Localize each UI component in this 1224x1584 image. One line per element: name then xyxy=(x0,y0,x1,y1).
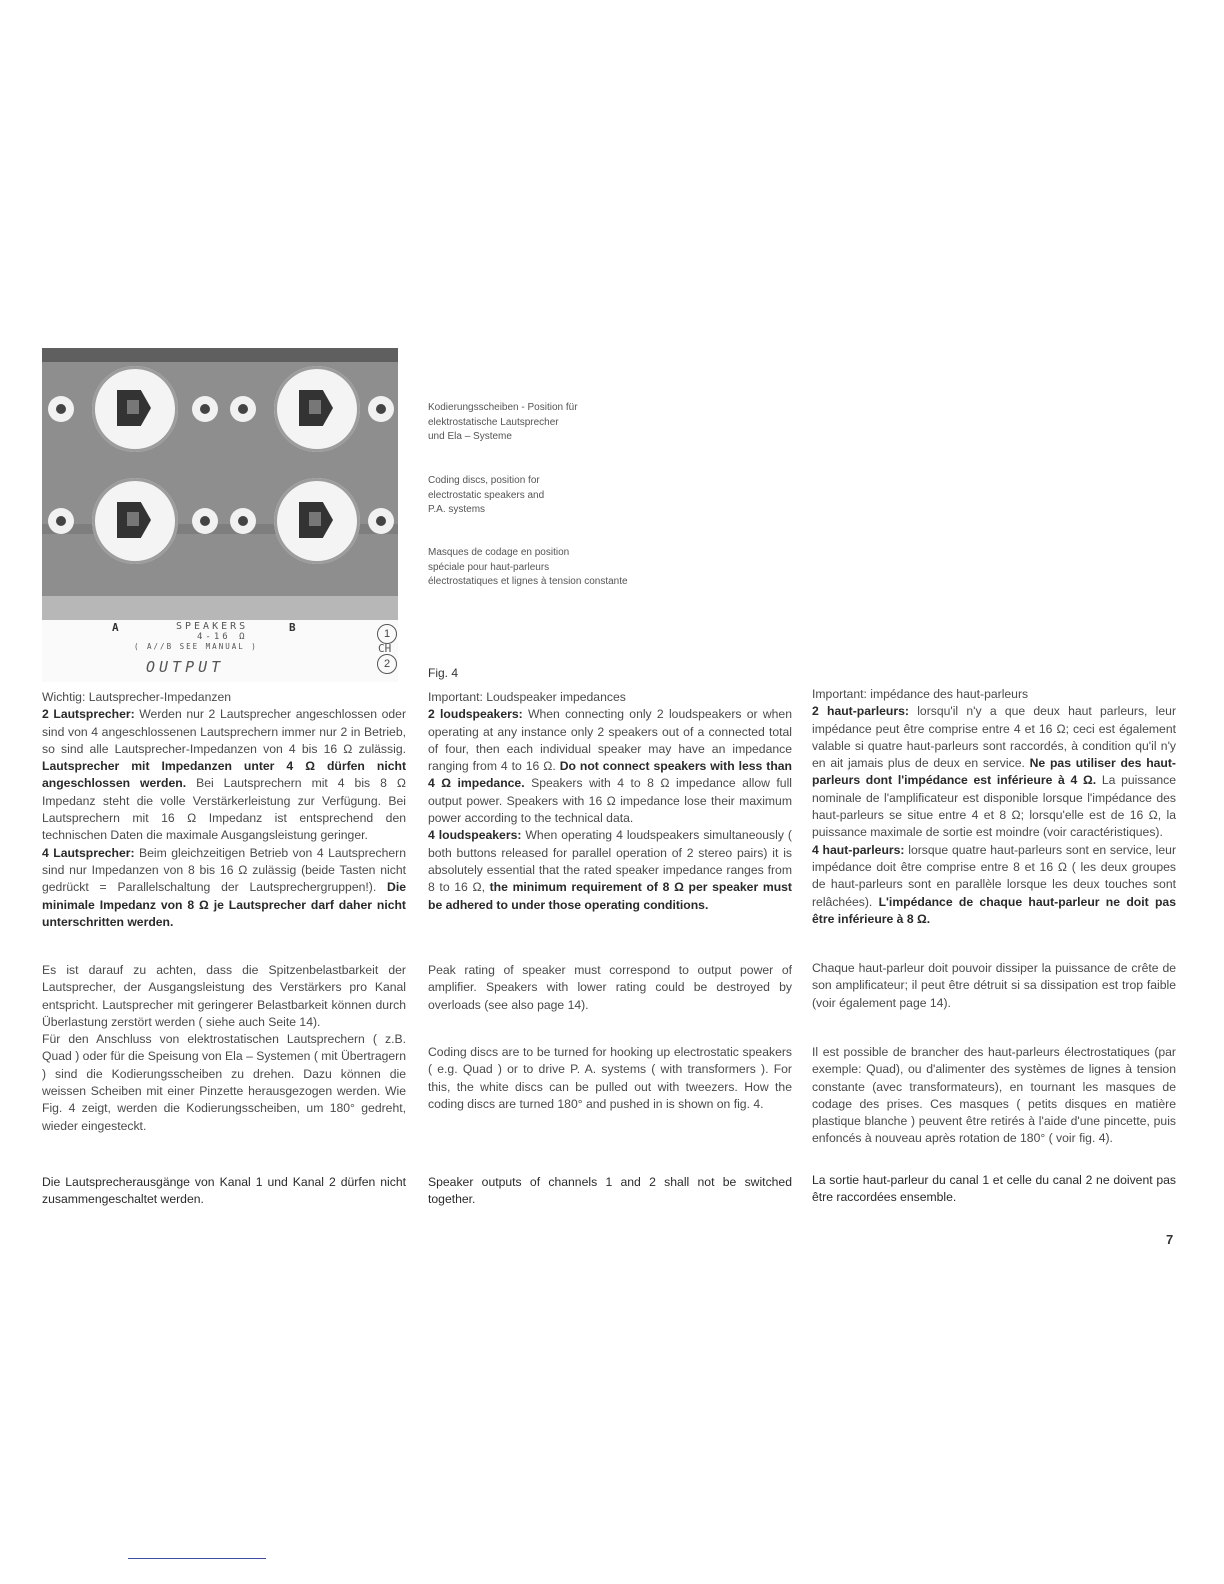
bold-term: 2 Lautsprecher: xyxy=(42,707,135,722)
paragraph-two-speakers xyxy=(812,703,1176,841)
text: When operating 4 loudspeakers simultaneously ( both buttons released for parallel operation of 2 stereo pairs) it is absolutely essential that the rated speaker impedance ranges from 8 to 16 Ω, xyxy=(428,828,792,895)
caption-german xyxy=(428,401,578,445)
caption-line: Masques de codage en position xyxy=(428,547,570,558)
paragraph-four-speakers xyxy=(812,842,1176,928)
german-channel-note xyxy=(42,1174,406,1209)
german-peak-rating xyxy=(42,962,406,1135)
page-number: 7 xyxy=(1166,1232,1174,1247)
bold-warning: Do not connect speakers with less than 4 Ω impedance. xyxy=(428,759,792,791)
bold-warning: Die minimale Impedanz von 8 Ω je Lautsprecher darf daher nicht unterschritten werden. xyxy=(42,880,406,929)
paragraph-bold: Speaker outputs of channels 1 and 2 shall not be switched together. xyxy=(428,1175,792,1207)
photo-shadow-band xyxy=(42,596,398,620)
bold-term: 2 loudspeakers: xyxy=(428,707,523,722)
caption-line: Kodierungsscheiben - Position für xyxy=(428,402,578,413)
label-speakers: SPEAKERS xyxy=(176,621,249,632)
bold-warning: L'impédance de chaque haut-parleur ne doit pas être inférieure à 8 Ω. xyxy=(812,894,1176,926)
binding-post xyxy=(368,396,394,422)
footer-rule xyxy=(128,1558,266,1559)
paragraph-bold: La sortie haut-parleur du canal 1 et celle du canal 2 ne doivent pas être raccordées ensemble. xyxy=(812,1173,1176,1205)
paragraph: Coding discs are to be turned for hooking up electrostatic speakers ( e.g. Quad ) or to drive P. A. systems ( with transformers ). For this, the white discs can be pulled out with tweezers. How the coding discs are turned 180° and pushed in is shown on fig. 4. xyxy=(428,1045,792,1111)
french-coding-discs xyxy=(812,1044,1176,1148)
caption-line: spéciale pour haut-parleurs xyxy=(428,561,550,573)
caption-line: electrostatic speakers and xyxy=(428,489,545,501)
text: lorsque quatre haut-parleurs sont en service, leur impédance doit être comprise entre 8 et 16 Ω ( les deux groupes de haut-parleurs sont en parallèle lorsque les deux touches sont relâchées). xyxy=(812,842,1177,909)
figure-label: Fig. 4 xyxy=(428,666,459,680)
paragraph: Chaque haut-parleur doit pouvoir dissiper la puissance de crête de son amplificateur; il peut être détruit si sa dissipation est trop faible (voir également page 14). xyxy=(812,961,1176,1010)
german-impedance-section xyxy=(42,689,406,931)
label-impedance: 4-16 Ω xyxy=(197,632,248,642)
french-impedance-section xyxy=(812,686,1176,928)
binding-post xyxy=(48,396,74,422)
speaker-terminal-photo xyxy=(42,348,398,620)
binding-post xyxy=(192,396,218,422)
english-channel-note xyxy=(428,1174,792,1209)
caption-line: Coding discs, position for xyxy=(428,475,540,486)
binding-post xyxy=(192,508,218,534)
text: Beim gleichzeitigen Betrieb von 4 Lautsprechern sind nur Impedanzen von 8 bis 16 Ω zulässig (beide Tasten nicht gedrückt = Parallelschaltung der Lautsprechergruppen!). xyxy=(42,845,406,895)
text: When connecting only 2 loudspeakers or when operating at any instance only 2 speakers out of a connected total of four, then each individual speaker may have an impedance ranging from 4 to 16 Ω. xyxy=(428,707,792,774)
output-panel-label xyxy=(42,620,398,682)
caption-english xyxy=(428,474,544,518)
english-impedance-section xyxy=(428,689,792,914)
speaker-socket xyxy=(274,478,360,564)
channel-label: CH xyxy=(378,642,392,655)
paragraph: Peak rating of speaker must correspond to output power of amplifier. Speakers with lower rating could be destroyed by overloads (see also page 14). xyxy=(428,963,792,1012)
section-heading: Wichtig: Lautsprecher-Impedanzen xyxy=(42,690,232,704)
binding-post xyxy=(368,508,394,534)
speaker-socket xyxy=(274,366,360,452)
label-a: A xyxy=(112,621,122,634)
bold-term: 4 loudspeakers: xyxy=(428,828,522,843)
channel-2-symbol: 2 xyxy=(377,654,397,674)
paragraph: Für den Anschluss von elektrostatischen Lautsprechern ( z.B. Quad ) oder für die Speisung von Ela – Systemen ( mit Übertragern ) sind die Kodierungsscheiben zu drehen. Dazu können die weissen Scheiben mit einer Pinzette herausgezogen werden. Wie Fig. 4 zeigt, werden die Kodierungsscheiben, um 180° gedreht, wieder eingesteckt. xyxy=(42,1032,406,1133)
text: La puissance nominale de l'amplificateur est disponible lorsque l'impédance des haut-parleurs se situe entre 4 et 8 Ω; lorsqu'elle est de 16 Ω, la puissance maximale de sortie est moindre (voir caractéristiques). xyxy=(812,773,1176,840)
speaker-socket xyxy=(92,478,178,564)
channel-1-symbol: 1 xyxy=(377,624,397,644)
french-peak-rating xyxy=(812,960,1176,1012)
binding-post xyxy=(230,508,256,534)
label-output: OUTPUT xyxy=(146,658,225,676)
paragraph-four-speakers xyxy=(428,827,792,913)
label-manual: ( A//B SEE MANUAL ) xyxy=(134,642,258,651)
section-heading: Important: impédance des haut-parleurs xyxy=(812,687,1029,701)
caption-line: P.A. systems xyxy=(428,504,486,515)
bold-term: 4 Lautsprecher: xyxy=(42,845,135,860)
paragraph: Es ist darauf zu achten, dass die Spitzenbelastbarkeit der Lautsprecher, der Ausgangsleistung des Verstärkers pro Kanal entspricht. Lautsprecher mit geringerer Belastbarkeit können durch Überlastung zerstört werden ( siehe auch Seite 14). xyxy=(42,963,406,1029)
paragraph-four-speakers xyxy=(42,845,406,931)
text: lorsqu'il n'y a que deux haut parleurs, leur impédance peut être comprise entre 4 et 16 Ω; ceci est également valable si quatre haut-parleurs sont raccordés, à condition qu'il n'y en ait jamais plus de deux en service. xyxy=(812,704,1176,771)
bold-term: 4 haut-parleurs: xyxy=(812,842,905,857)
paragraph-bold: Die Lautsprecherausgänge von Kanal 1 und Kanal 2 dürfen nicht zusammengeschaltet werden. xyxy=(42,1175,406,1207)
bold-term: 2 haut-parleurs: xyxy=(812,704,909,719)
bold-warning: Lautsprecher mit Impedanzen unter 4 Ω dürfen nicht angeschlossen werden. xyxy=(42,759,406,791)
bold-warning: the minimum requirement of 8 Ω per speaker must be adhered to under those operating conditions. xyxy=(428,880,792,912)
section-heading: Important: Loudspeaker impedances xyxy=(428,690,626,704)
binding-post xyxy=(230,396,256,422)
french-channel-note xyxy=(812,1172,1176,1207)
photo-shadow-band xyxy=(42,348,398,362)
caption-line: électrostatiques et lignes à tension constante xyxy=(428,576,628,587)
paragraph-two-speakers xyxy=(428,706,792,827)
label-b: B xyxy=(289,621,299,634)
binding-post xyxy=(48,508,74,534)
caption-line: elektrostatische Lautsprecher xyxy=(428,416,559,428)
caption-french xyxy=(428,546,628,590)
paragraph-two-speakers xyxy=(42,706,406,844)
caption-line: und Ela – Systeme xyxy=(428,431,512,442)
text: Bei Lautsprechern mit 4 bis 8 Ω Impedanz steht die volle Verstärkerleistung zur Verfügung. Bei Lautsprechern mit 16 Ω Impedanz ist entsprechend den technischen Daten die maximale Ausgangsleistung geringer. xyxy=(42,776,406,843)
english-coding-discs xyxy=(428,1044,792,1113)
text: Werden nur 2 Lautsprecher angeschlossen oder sind von 4 angeschlossenen Lautsprechern immer nur 2 in Betrieb, so sind alle Lautsprecher-Impedanzen von 4 bis 16 Ω zulässig. xyxy=(42,707,406,756)
paragraph: Il est possible de brancher des haut-parleurs électrostatiques (par exemple: Quad), ou d'alimenter des systèmes de lignes à tension constante (avec transformateurs), en tournant les masques de codage des prises. Ces masques ( petits disques en matière plastique blanche ) peuvent être retirés à l'aide d'une pincette, puis enfoncés à nouveau après rotation de 180° ( voir fig. 4). xyxy=(812,1045,1176,1146)
bold-warning: Ne pas utiliser des haut-parleurs dont l'impédance est inférieure à 4 Ω. xyxy=(812,756,1176,788)
text: Speakers with 4 to 8 Ω impedance allow full output power. Speakers with 16 Ω impedance lose their maximum power according to the technical data. xyxy=(428,776,792,826)
speaker-socket xyxy=(92,366,178,452)
english-peak-rating xyxy=(428,962,792,1014)
